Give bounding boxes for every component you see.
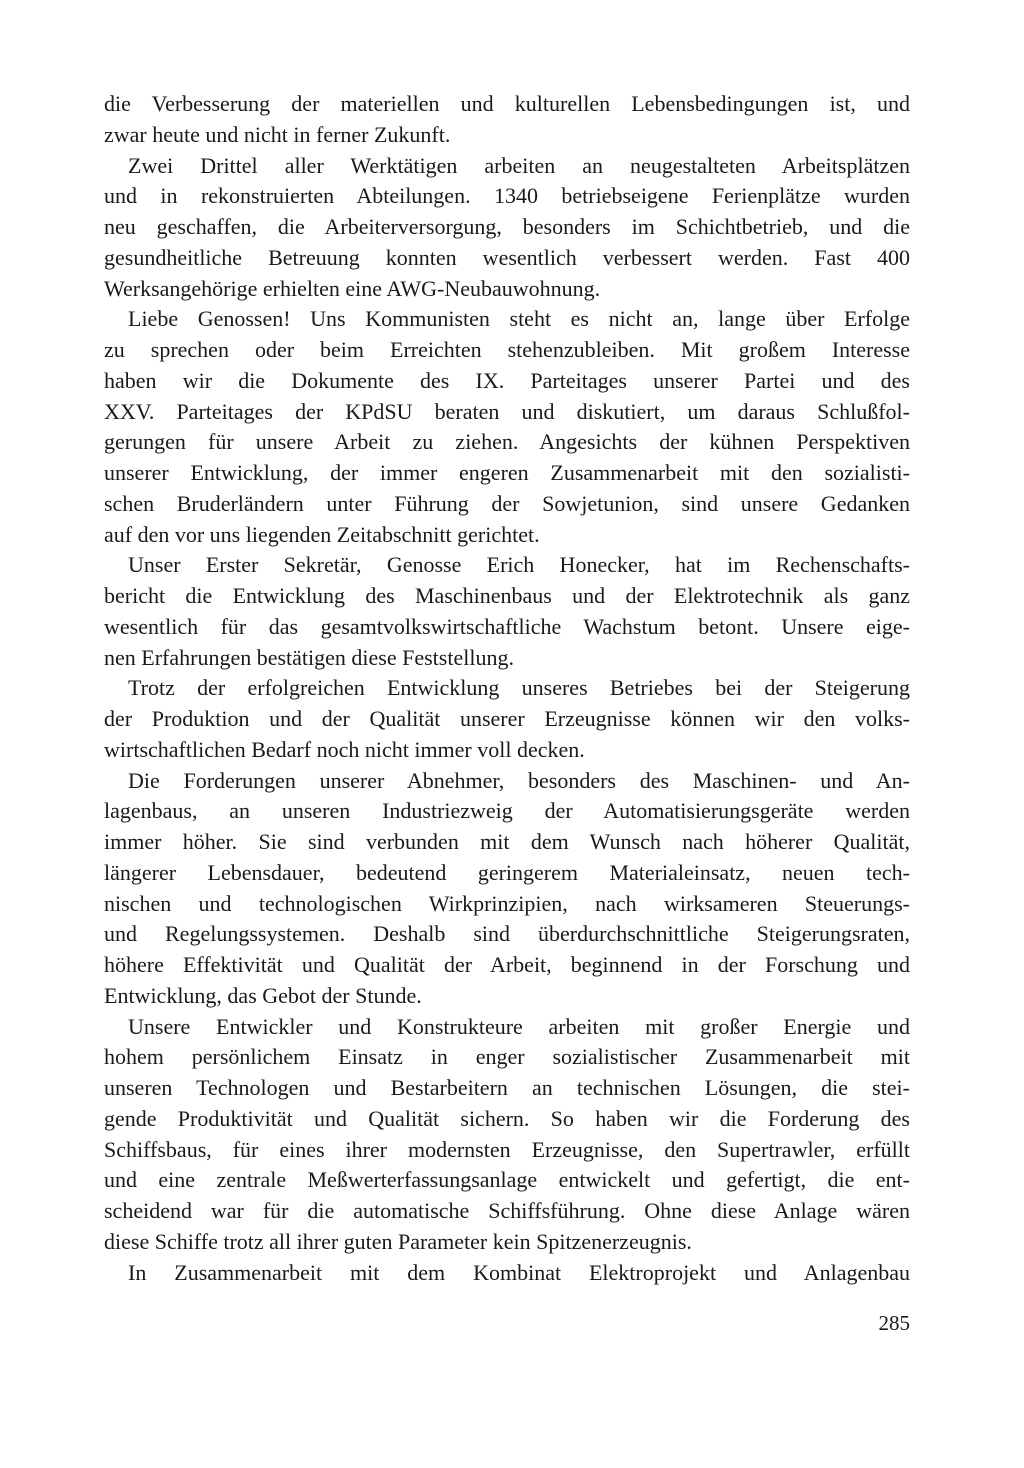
text-line: Unsere Entwickler und Konstrukteure arbeiten mit großer Energie und [128, 1013, 910, 1039]
text-line: wesentlich für das gesamtvolkswirtschaftliche Wachstum betont. Unsere eige- [104, 613, 910, 639]
text-line: Werksangehörige erhielten eine AWG-Neubauwohnung. [104, 275, 601, 301]
text-line: Zwei Drittel aller Werktätigen arbeiten an neugestalteten Arbeitsplätzen [128, 152, 910, 178]
text-line: Entwicklung, das Gebot der Stunde. [104, 982, 422, 1008]
text-line: In Zusammenarbeit mit dem Kombinat Elektroprojekt und Anlagenbau [128, 1259, 910, 1285]
text-line: zu sprechen oder beim Erreichten stehenzubleiben. Mit großem Interesse [104, 337, 910, 362]
page-number: 285 [878, 1311, 910, 1335]
text-line: XXV. Parteitages der KPdSU beraten und diskutiert, um daraus Schlußfol- [104, 398, 910, 424]
text-line: Liebe Genossen! Uns Kommunisten steht es nicht an, lange über Erfolge [128, 306, 910, 332]
text-line: gende Produktivität und Qualität sichern. So haben wir die Forderung des [104, 1105, 910, 1131]
text-line: auf den vor uns liegenden Zeitabschnitt gerichtet. [104, 521, 540, 547]
text-line: zwar heute und nicht in ferner Zukunft. [104, 121, 451, 147]
text-line: unserer Entwicklung, der immer engeren Zusammenarbeit mit den sozialisti- [104, 460, 910, 485]
text-line: unseren Technologen und Bestarbeitern an technischen Lösungen, die stei- [104, 1075, 910, 1100]
text-line: gesundheitliche Betreuung konnten wesentlich verbessert werden. Fast 400 [104, 244, 910, 270]
text-line: gerungen für unsere Arbeit zu ziehen. Angesichts der kühnen Perspektiven [104, 429, 910, 455]
text-line: diese Schiffe trotz all ihrer guten Parameter kein Spitzenerzeugnis. [104, 1228, 692, 1254]
text-line: Unser Erster Sekretär, Genosse Erich Honecker, hat im Rechenschafts- [128, 552, 910, 578]
text-line: nen Erfahrungen bestätigen diese Feststellung. [104, 644, 514, 670]
text-line: lagenbaus, an unseren Industriezweig der Automatisierungsgeräte werden [104, 798, 910, 824]
text-line: und eine zentrale Meßwerterfassungsanlage entwickelt und gefertigt, die ent- [104, 1167, 910, 1193]
text-line: wirtschaftlichen Bedarf noch nicht immer voll decken. [104, 736, 585, 762]
text-line: die Verbesserung der materiellen und kulturellen Lebensbedingungen ist, und [104, 91, 910, 116]
text-line: hohem persönlichem Einsatz in enger sozialistischer Zusammenarbeit mit [104, 1044, 910, 1070]
text-line: der Produktion und der Qualität unserer Erzeugnisse können wir den volks- [104, 706, 910, 731]
text-line: schen Bruderländern unter Führung der Sowjetunion, sind unsere Gedanken [104, 490, 910, 516]
text-line: und Regelungssystemen. Deshalb sind überdurchschnittliche Steigerungsraten, [104, 921, 910, 947]
text-line: haben wir die Dokumente des IX. Parteitages unserer Partei und des [104, 367, 910, 393]
text-line: und in rekonstruierten Abteilungen. 1340 betriebseigene Ferienplätze wurden [104, 183, 910, 209]
text-line: Schiffsbaus, für eines ihrer modernsten Erzeugnisse, den Supertrawler, erfüllt [104, 1136, 910, 1162]
text-line: neu geschaffen, die Arbeiterversorgung, besonders im Schichtbetrieb, und die [104, 214, 910, 239]
text-line: scheidend war für die automatische Schiffsführung. Ohne diese Anlage wären [104, 1198, 910, 1223]
text-line: Die Forderungen unserer Abnehmer, besonders des Maschinen- und An- [128, 767, 910, 793]
body-text [104, 89, 910, 1288]
text-line: höhere Effektivität und Qualität der Arbeit, beginnend in der Forschung und [104, 952, 910, 977]
text-line: immer höher. Sie sind verbunden mit dem Wunsch nach höherer Qualität, [104, 829, 910, 854]
text-line: längerer Lebensdauer, bedeutend geringerem Materialeinsatz, neuen tech- [104, 859, 910, 885]
text-line: Trotz der erfolgreichen Entwicklung unseres Betriebes bei der Steigerung [128, 675, 910, 701]
text-line: bericht die Entwicklung des Maschinenbaus und der Elektrotechnik als ganz [104, 583, 910, 608]
text-line: nischen und technologischen Wirkprinzipien, nach wirksameren Steuerungs- [104, 890, 910, 916]
